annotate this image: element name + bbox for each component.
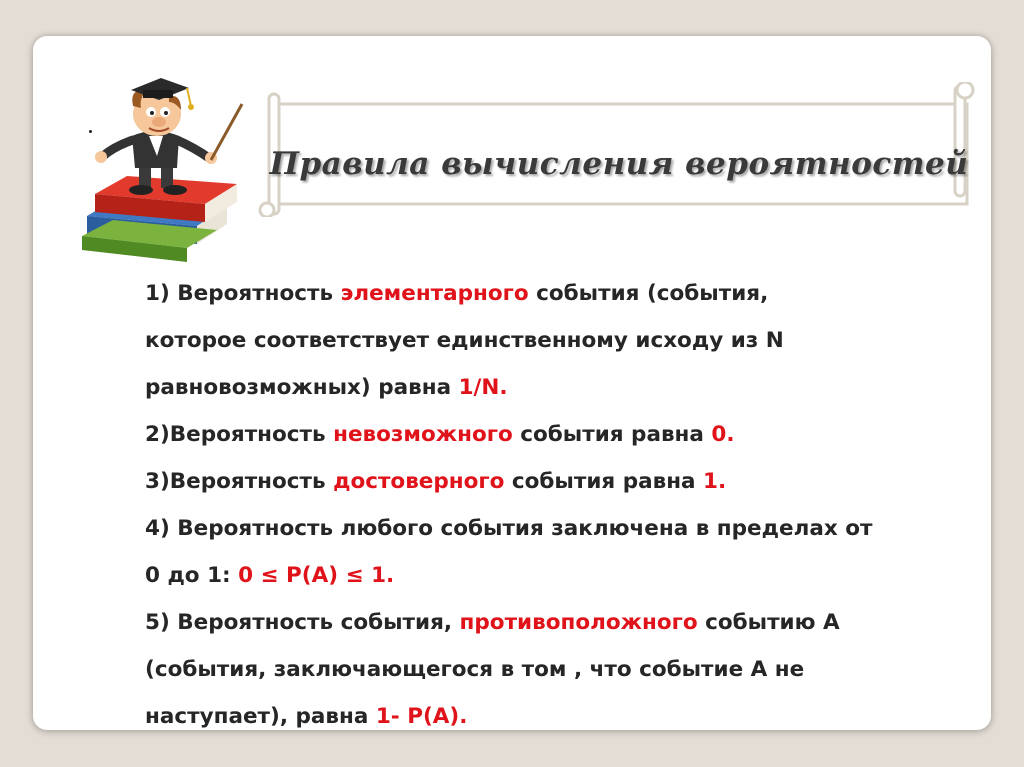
rule-line-10 <box>145 693 1024 740</box>
rule-line-1 <box>145 270 1024 317</box>
line-text: событию А <box>697 610 840 635</box>
line-text: события (события, <box>528 281 769 306</box>
rule-line-9 <box>145 646 1024 693</box>
slide <box>33 36 991 730</box>
rule-line-7 <box>145 552 1024 599</box>
rules-list <box>145 270 1024 740</box>
highlight-formula: 1- Р(А). <box>375 704 468 729</box>
line-text: события равна <box>512 422 712 447</box>
highlight-value: 1. <box>703 469 727 494</box>
rule-line-8 <box>145 599 1024 646</box>
highlight-value: 0. <box>711 422 735 447</box>
line-text: 4) Вероятность любого события заключена в пределах от <box>145 516 873 541</box>
highlight-text: достоверного <box>333 469 505 494</box>
line-text: которое соответствует единственному исходу из N <box>145 328 784 353</box>
line-text: 2)Вероятность <box>145 422 334 447</box>
professor-on-books-icon <box>77 76 257 270</box>
rule-line-2 <box>145 317 1024 364</box>
line-text: наступает), равна <box>145 704 376 729</box>
scroll-banner-icon <box>255 82 983 217</box>
highlight-text: противоположного <box>459 610 698 635</box>
rule-line-4 <box>145 411 1024 458</box>
rule-line-3 <box>145 364 1024 411</box>
line-text: (события, заключающегося в том , что событие А не <box>145 657 805 682</box>
rule-line-5 <box>145 458 1024 505</box>
line-text: события равна <box>504 469 704 494</box>
highlight-text: 1/N. <box>458 375 508 400</box>
highlight-text: невозможного <box>333 422 513 447</box>
highlight-formula: 0 ≤ Р(А) ≤ 1. <box>238 563 395 588</box>
line-text: 0 до 1: <box>145 563 239 588</box>
line-text: равновозможных) равна <box>145 375 459 400</box>
line-text: 5) Вероятность события, <box>145 610 460 635</box>
line-text: 1) Вероятность <box>145 281 341 306</box>
highlight-text: элементарного <box>340 281 529 306</box>
rule-line-6 <box>145 505 1024 552</box>
line-text: 3)Вероятность <box>145 469 334 494</box>
slide-title: Правила вычисления вероятностей <box>269 146 969 182</box>
